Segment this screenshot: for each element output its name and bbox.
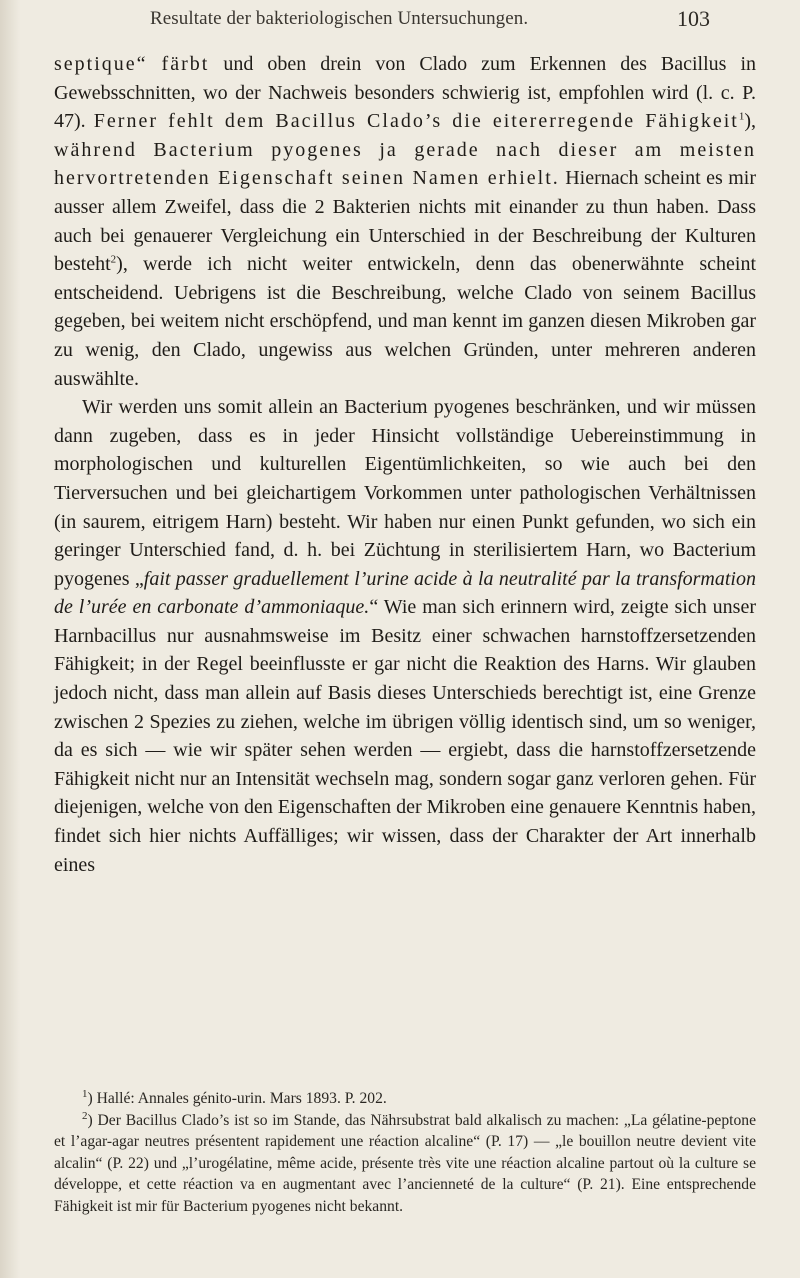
footnote-ref: 1 bbox=[738, 110, 745, 123]
footnote-text: ) Hallé: Annales génito-urin. Mars 1893. P. 202. bbox=[87, 1090, 387, 1107]
text-span: , bbox=[751, 110, 756, 133]
italic-quote: fait passer graduellement l’urine acide à la neutralité par la transformation de l’urée en carbonate d’ammoniaque. bbox=[54, 567, 756, 619]
paragraph-1: septique“ färbt und oben drein von Clado zum Erkennen des Bacillus in Gewebsschnitten, wo der Nachweis besonders schwierig ist, empfohlen wird (l. c. P. 47). Ferner fehlt dem Bacillus Clado’s die eitererregende Fähigkeit$^1$), während Bacterium pyogenes ja gerade nach dieser am meisten hervortretenden Eigenschaft seinen Namen erhielt. Hiernach scheint es mir ausser allem Zweifel, dass die 2 Bakterien nichts mit einander zu thun haben. Dass auch bei genauerer Vergleichung ein Unterschied in der Beschreibung der Kulturen besteht$^2$), werde ich nicht weiter entwickeln, denn das obenerwähnte scheint entscheidend. Uebrigens ist die Beschreibung, welche Clado von seinem Bacillus gegeben, bei weitem nicht erschöpfend, und man kennt im ganzen diesen Mikroben gar zu wenig, den Clado, ungewiss aus welchen Gründen, unter mehreren anderen auswählte. bbox=[54, 53, 756, 390]
main-text bbox=[54, 50, 756, 879]
page-number: 103 bbox=[677, 6, 710, 31]
text-span: färbt bbox=[161, 53, 210, 75]
text-span: ), werde ich nicht weiter entwickeln, denn das obenerwähnte scheint entscheidend. Uebrigens ist die Beschreibung, welche Clado von seinem Bacillus gegeben, bei weitem nicht erschöpfend, und man kennt im ganzen diesen Mikroben gar zu wenig, den Clado, ungewiss aus welchen Gründen, unter mehreren anderen auswählte. bbox=[54, 253, 756, 390]
footnotes bbox=[54, 1088, 756, 1217]
text-span: septique“ bbox=[54, 53, 148, 75]
text-span: und oben drein von Clado zum Erkennen des Bacillus in Gewebsschnitten, wo der Nachweis besonders schwierig ist, empfohlen wird (l. c. P. 47). bbox=[54, 53, 756, 133]
page-gutter-shadow bbox=[0, 0, 20, 1278]
page-header bbox=[150, 8, 710, 30]
paragraph-2 bbox=[54, 393, 756, 879]
text-span: Wir werden uns somit allein an Bacterium pyogenes beschränken, und wir müssen dann zugeben, dass es in jeder Hinsicht vollständige Uebereinstimmung in morphologischen und kulturellen Eigentümlichkeiten, so wie auch bei den Tierversuchen und bei gleichartigem Vorkommen unter pathologischen Verhältnissen (in saurem, eitrigem Harn) besteht. Wir haben nur einen Punkt gefunden, wo sich ein geringer Unterschied fand, d. h. bei Züchtung in sterilisiertem Harn, wo Bacterium pyogenes „ bbox=[54, 396, 756, 590]
text-span: “ Wie man sich erinnern wird, zeigte sich unser Harnbacillus nur ausnahmsweise im Besitz einer schwachen harnstoffzersetzenden Fähigkeit; in der Regel beeinflusste er gar nicht die Reaktion des Harns. Wir glauben jedoch nicht, dass man allein auf Basis dieses Unterschieds berechtigt ist, eine Grenze zwischen 2 Spezies zu ziehen, welche im übrigen völlig identisch sind, um so weniger, da es sich — wie wir später sehen werden — ergiebt, dass die harnstoffzersetzende Fähigkeit nicht nur an Intensität wechseln mag, sondern sogar ganz verloren gehen. Für diejenigen, welche von den Eigenschaften der Mikroben eine genauere Kenntnis haben, findet sich hier nichts Auffälliges; wir wissen, dass der Charakter der Art innerhalb eines bbox=[54, 596, 756, 876]
emphasis-span: während Bacterium pyogenes ja gerade nach dieser am meisten hervortretenden Eigenschaft seinen Namen erhielt. bbox=[54, 138, 756, 190]
running-title: Resultate der bakteriologischen Untersuchungen. bbox=[150, 8, 529, 29]
emphasis-span: Ferner fehlt dem Bacillus Clado’s die eitererregende Fähigkeit bbox=[93, 110, 739, 133]
text-span: Hiernach scheint es mir ausser allem Zweifel, dass die 2 Bakterien nichts mit einander zu thun haben. Dass auch bei genauerer Vergleichung ein Unterschied in der Beschreibung der Kulturen besteht bbox=[54, 167, 756, 276]
footnote-mark: 2 bbox=[82, 1109, 88, 1122]
footnote-mark: 1 bbox=[82, 1087, 88, 1100]
footnote-2 bbox=[54, 1110, 756, 1218]
footnote-ref: 2 bbox=[110, 253, 117, 266]
footnote-text: ) Der Bacillus Clado’s ist so im Stande, das Nährsubstrat bald alkalisch zu machen: „La gélatine-peptone et l’agar-agar neutres présentent rapidement une réaction alcaline“ (P. 17) — „le bouillon neutre devient vite alcalin“ (P. 22) und „l’urogélatine, même acide, présente très vite une réaction alcaline partout où la culture se développe, et cette réaction va en augmentant avec l’ancienneté de la culture“ (P. 21). Eine entsprechende Fähigkeit ist mir für Bacterium pyogenes nicht bekannt. bbox=[54, 1111, 756, 1215]
footnote-1 bbox=[54, 1088, 756, 1110]
